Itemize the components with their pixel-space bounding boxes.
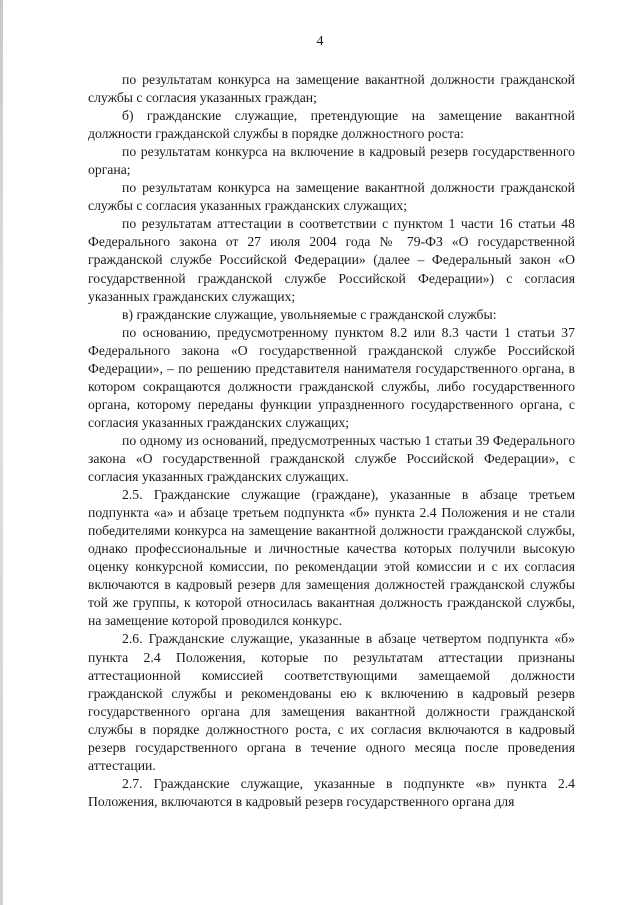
scan-edge (0, 0, 3, 905)
paragraph: 2.6. Гражданские служащие, указанные в абзаце четвертом подпункта «б» пункта 2.4 Положения, которые по результатам аттестации признаны аттестационной комиссией соответствующими замещаемой должности гражданской службы и рекомендованы ею к включению в кадровый резерв государственного органа для замещения вакантной должности гражданской службы в порядке должностного роста, с их согласия включаются в кадровый резерв государственного органа в течение одного месяца после проведения аттестации. (88, 631, 575, 773)
paragraph: по результатам конкурса на замещение вакантной должности гражданской службы с согласия указанных гражданских служащих; (88, 180, 575, 214)
page-number: 4 (316, 34, 324, 49)
paragraph: по основанию, предусмотренному пунктом 8.2 или 8.3 части 1 статьи 37 Федерального закона «О государственной гражданской службе Российской Федерации», – по решению представителя нанимателя государственного органа, в котором сокращаются должности гражданской службы, либо государственного органа, которому переданы функции упраздненного государственного органа, с согласия указанных гражданских служащих; (88, 324, 575, 430)
body-text (88, 71, 575, 811)
paragraph: в) гражданские служащие, увольняемые с гражданской службы: (122, 306, 497, 322)
paragraph: 2.7. Гражданские служащие, указанные в подпункте «в» пункта 2.4 Положения, включаются в кадровый резерв государственного органа для (88, 775, 575, 809)
paragraph: по результатам конкурса на замещение вакантной должности гражданской службы с согласия указанных граждан; (88, 72, 575, 106)
paragraph: по результатам аттестации в соответствии с пунктом 1 части 16 статьи 48 Федерального закона от 27 июля 2004 года № 79-ФЗ «О государственной гражданской службе Российской Федерации» (далее – Федеральный закон «О государственной гражданской службе Российской Федерации») с согласия указанных гражданских служащих; (88, 216, 575, 304)
paragraph: 2.5. Гражданские служащие (граждане), указанные в абзаце третьем подпункта «а» и абзаце третьем подпункта «б» пункта 2.4 Положения и не стали победителями конкурса на замещение вакантной должности гражданской службы, однако профессиональные и личностные качества которых получили высокую оценку конкурсной комиссии, по рекомендации этой комиссии и с их согласия включаются в кадровый резерв для замещения должностей гражданской службы той же группы, к которой относилась вакантная должность гражданской службы, на замещение которой проводился конкурс. (88, 487, 575, 629)
paragraph: по результатам конкурса на включение в кадровый резерв государственного органа; (88, 144, 575, 178)
paragraph: по одному из оснований, предусмотренных частью 1 статьи 39 Федерального закона «О государственной гражданской службе Российской Федерации», с согласия указанных гражданских служащих. (88, 432, 575, 485)
paragraph: б) гражданские служащие, претендующие на замещение вакантной должности гражданской службы в порядке должностного роста: (88, 108, 575, 142)
